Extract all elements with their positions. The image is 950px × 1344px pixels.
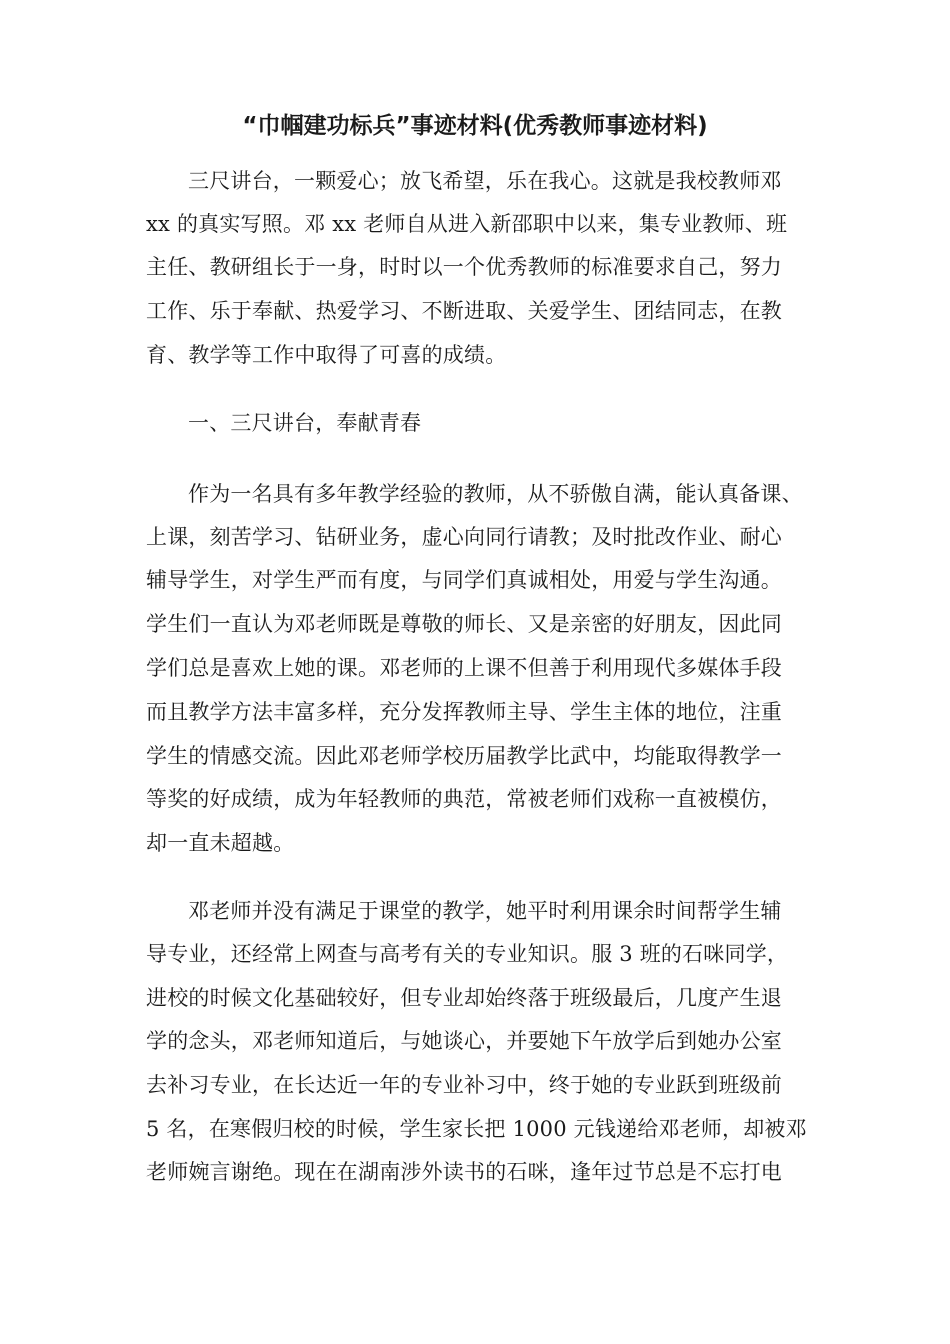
text-line: 工作、乐于奉献、热爱学习、不断进取、关爱学生、团结同志，在教 xyxy=(146,299,782,323)
text-line: 导专业，还经常上网查与高考有关的专业知识。服 3 班的石咪同学， xyxy=(146,942,789,966)
text-line: 学们总是喜欢上她的课。邓老师的上课不但善于利用现代多媒体手段 xyxy=(146,656,782,680)
text-line: xx 的真实写照。邓 xx 老师自从进入新邵职中以来，集专业教师、班 xyxy=(146,212,788,236)
text-line: 5 名，在寒假归校的时候，学生家长把 1000 元钱递给邓老师，却被邓 xyxy=(146,1117,807,1141)
text-line: 育、教学等工作中取得了可喜的成绩。 xyxy=(146,343,507,367)
text-line: 而且教学方法丰富多样，充分发挥教师主导、学生主体的地位，注重 xyxy=(146,700,782,724)
text-line: 却一直未超越。 xyxy=(146,831,295,855)
text-line: 学生的情感交流。因此邓老师学校历届教学比武中，均能取得教学一 xyxy=(146,744,782,768)
text-line: 学生们一直认为邓老师既是尊敬的师长、又是亲密的好朋友，因此同 xyxy=(146,612,782,636)
text-line: 去补习专业，在长达近一年的专业补习中，终于她的专业跃到班级前 xyxy=(146,1073,782,1097)
text-line: 三尺讲台，一颗爱心；放飞希望，乐在我心。这就是我校教师邓 xyxy=(188,169,782,193)
text-line: 辅导学生，对学生严而有度，与同学们真诚相处，用爱与学生沟通。 xyxy=(146,568,782,592)
document-title: “巾帼建功标兵”事迹材料(优秀教师事迹材料) xyxy=(242,113,708,139)
text-line: 邓老师并没有满足于课堂的教学，她平时利用课余时间帮学生辅 xyxy=(188,899,782,923)
text-line: 作为一名具有多年教学经验的教师，从不骄傲自满，能认真备课、 xyxy=(188,482,803,506)
section-heading: 一、三尺讲台，奉献青春 xyxy=(188,411,422,435)
text-line: 主任、教研组长于一身，时时以一个优秀教师的标准要求自己，努力 xyxy=(146,255,782,279)
text-line: 进校的时候文化基础较好，但专业却始终落于班级最后，几度产生退 xyxy=(146,986,782,1010)
text-line: 上课，刻苦学习、钻研业务，虚心向同行请教；及时批改作业、耐心 xyxy=(146,525,782,549)
text-line: 老师婉言谢绝。现在在湖南涉外读书的石咪，逢年过节总是不忘打电 xyxy=(146,1160,782,1184)
text-line: 等奖的好成绩，成为年轻教师的典范，常被老师们戏称一直被模仿， xyxy=(146,787,782,811)
text-line: 学的念头，邓老师知道后，与她谈心，并要她下午放学后到她办公室 xyxy=(146,1029,782,1053)
